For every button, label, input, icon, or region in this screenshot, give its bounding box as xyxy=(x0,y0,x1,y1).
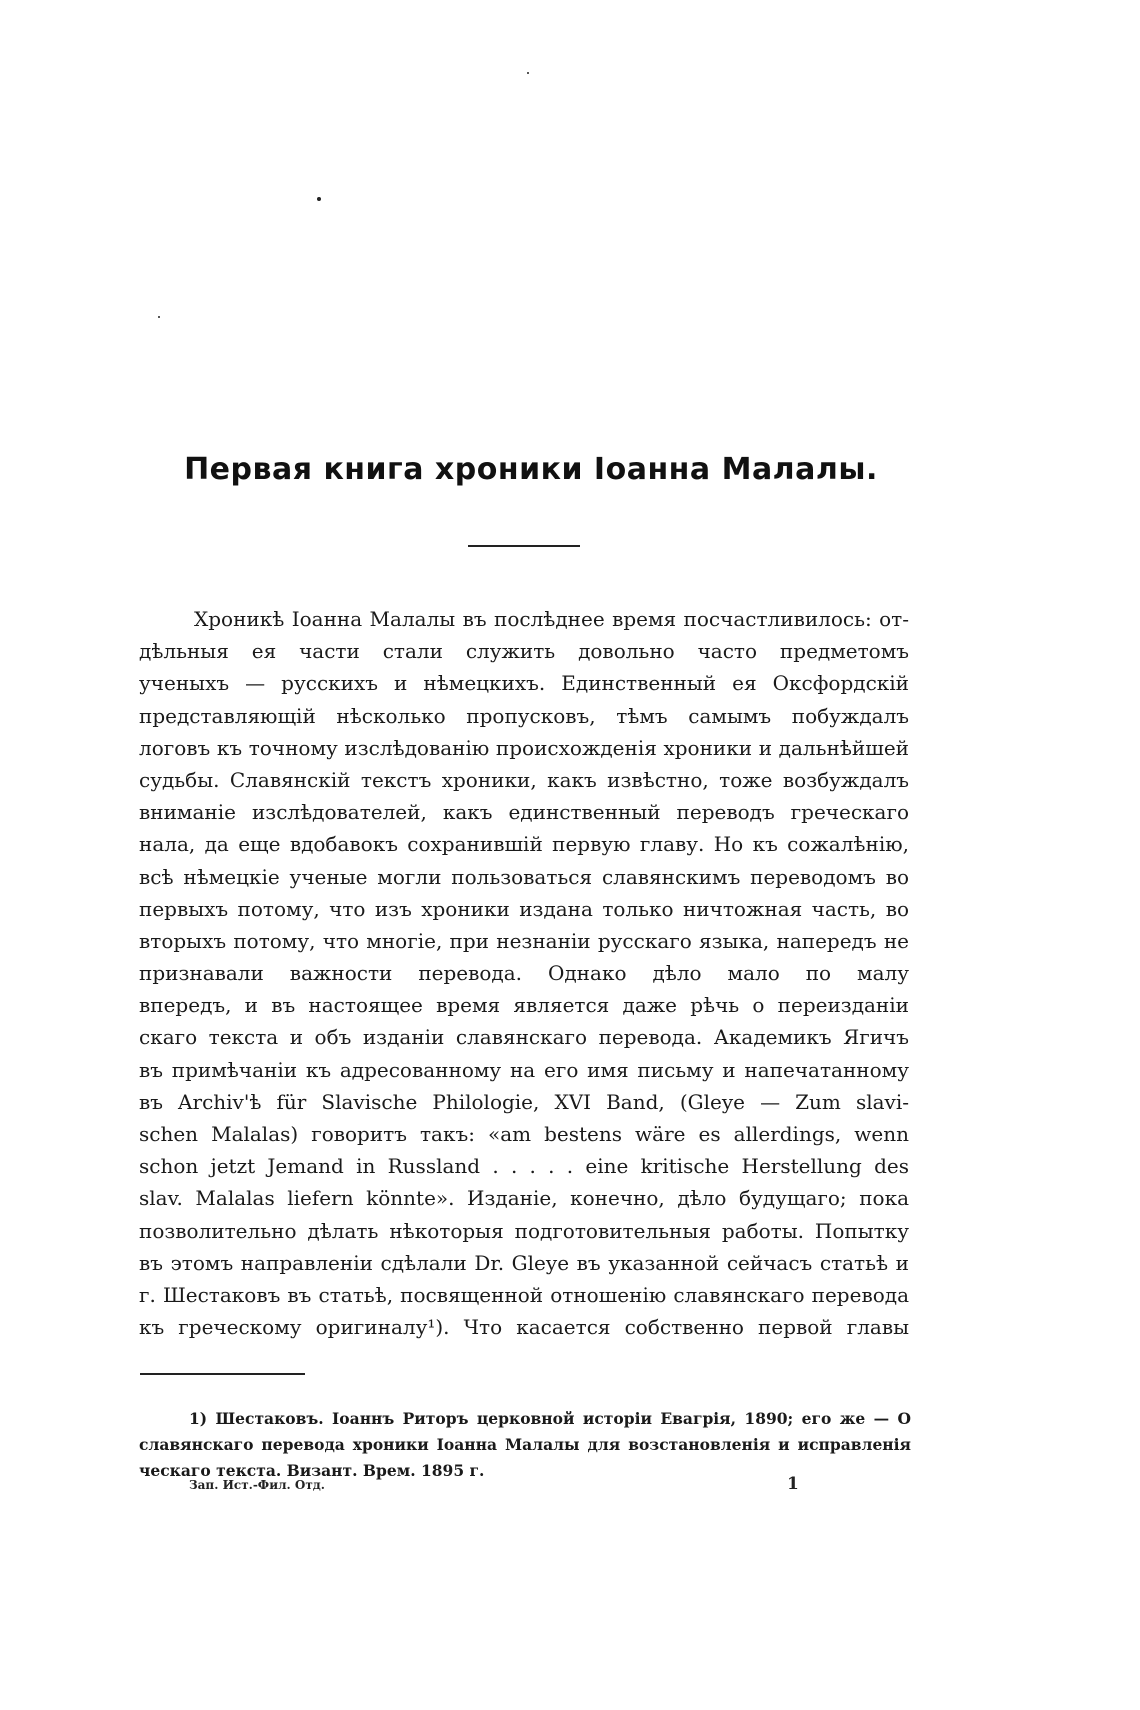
text-line: въ примѣчаніи къ адресованному на его имя письму и напечатанному xyxy=(139,1057,909,1082)
text-line: позволительно дѣлать нѣкоторыя подготовительныя работы. Попытку xyxy=(139,1218,909,1243)
text-line: schon jetzt Jemand in Russland . . . . . eine kritische Herstellung des xyxy=(139,1154,909,1179)
printer-signature: Зап. Ист.-Фил. Отд. xyxy=(189,1478,325,1492)
footnote xyxy=(139,1406,911,1484)
text-line: slav. Malalas liefern könnte». Изданіе, конечно, дѣло будущаго; пока xyxy=(139,1186,909,1211)
page-number: 1 xyxy=(787,1474,799,1494)
text-line: представляющій нѣсколько пропусковъ, тѣмъ самымъ побуждалъ xyxy=(139,703,909,728)
text-line: Хроникѣ Іоанна Малалы въ послѣднее время посчастливилось: от- xyxy=(194,607,909,631)
text-line: судьбы. Славянскій текстъ хроники, какъ извѣстно, тоже возбуждалъ xyxy=(139,767,909,792)
body-paragraph xyxy=(139,603,909,1343)
footnote-line: славянскаго перевода хроники Іоанна Малалы для возстановленія и исправленія xyxy=(139,1435,911,1454)
text-line: въ Archiv'ѣ für Slavische Philologie, XVI Band, (Gleye — Zum slavi- xyxy=(139,1089,909,1114)
text-line: дѣльныя ея части стали служить довольно часто предметомъ xyxy=(139,639,909,664)
chapter-title: Первая книга хроники Іоанна Малалы. xyxy=(184,452,878,487)
text-line: въ этомъ направленіи сдѣлали Dr. Gleye въ указанной сейчасъ статьѣ и xyxy=(139,1250,909,1275)
footnote-line: 1) Шестаковъ. Іоаннъ Риторъ церковной исторіи Евагрія, 1890; его же — О xyxy=(189,1409,911,1428)
scan-speck xyxy=(317,197,321,201)
text-line: къ греческому оригиналу¹). Что касается собственно первой главы xyxy=(139,1315,909,1340)
footnote-divider xyxy=(140,1373,305,1375)
scan-speck xyxy=(527,72,529,74)
text-line: schen Malalas) говоритъ такъ: «am bestens wäre es allerdings, wenn xyxy=(139,1122,909,1146)
text-line: впередъ, и въ настоящее время является даже рѣчь о переизданіи xyxy=(139,993,909,1018)
text-line: всѣ нѣмецкіе ученые могли пользоваться славянскимъ переводомъ во xyxy=(139,864,909,889)
title-divider xyxy=(468,545,580,547)
text-line: г. Шестаковъ въ статьѣ, посвященной отношенію славянскаго перевода xyxy=(139,1282,909,1307)
text-line: скаго текста и объ изданіи славянскаго перевода. Академикъ Ягичъ xyxy=(139,1025,909,1050)
text-line: нала, да еще вдобавокъ сохранившій первую главу. Но къ сожалѣнію, xyxy=(139,832,909,857)
footnote-line: ческаго текста. Визант. Врем. 1895 г. xyxy=(139,1461,485,1480)
text-line: логовъ къ точному изслѣдованію происхожденія хроники и дальнѣйшей xyxy=(139,735,909,760)
text-line: вниманіе изслѣдователей, какъ единственный переводъ греческаго xyxy=(139,800,909,825)
scan-speck xyxy=(158,316,160,318)
text-line: признавали важности перевода. Однако дѣло мало по малу xyxy=(139,961,909,986)
text-line: первыхъ потому, что изъ хроники издана только ничтожная часть, во xyxy=(139,896,909,921)
text-line: вторыхъ потому, что многіе, при незнаніи русскаго языка, напередъ не xyxy=(139,928,909,953)
text-line: ученыхъ — русскихъ и нѣмецкихъ. Единственный ея Оксфордскій xyxy=(139,671,909,696)
